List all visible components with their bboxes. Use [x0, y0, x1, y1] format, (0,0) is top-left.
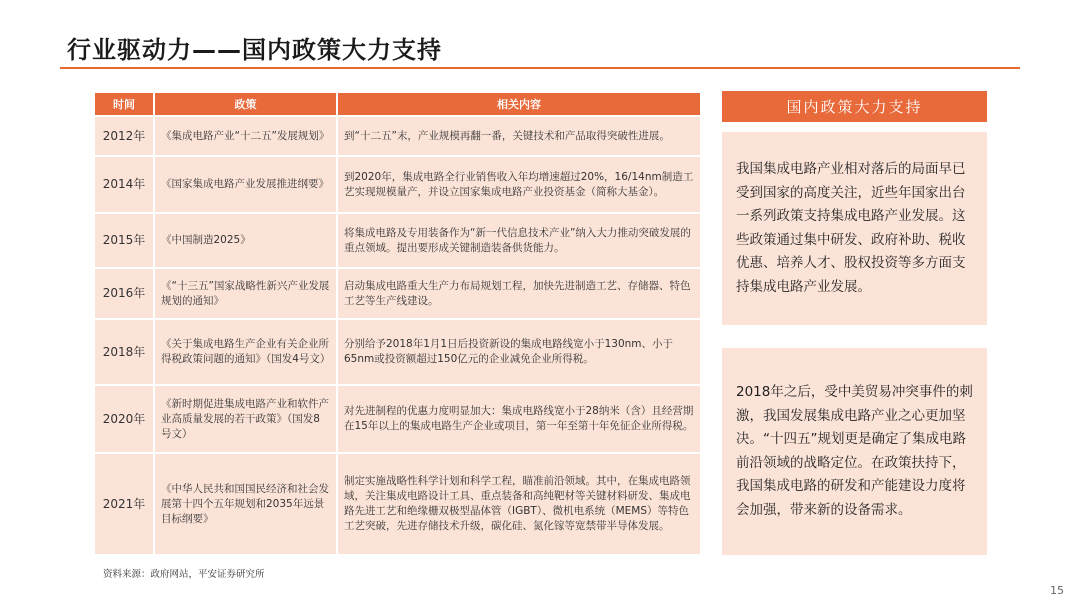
title-divider	[60, 67, 1020, 69]
table-row	[95, 454, 700, 554]
row-content: 到“十二五”末，产业规模再翻一番，关键技术和产品取得突破性进展。	[338, 117, 700, 155]
row-year: 2021年	[95, 454, 155, 554]
side-summary-box-1	[722, 132, 987, 325]
table-row	[95, 214, 700, 267]
row-policy: 《新时期促进集成电路产业和软件产业高质量发展的若干政策》（国发8号文）	[155, 386, 338, 452]
side-summary-text-2: 2018年之后，受中美贸易冲突事件的刺激，我国发展集成电路产业之心更加坚决。“十四五”规划更是确定了集成电路前沿领域的战略定位。在政策扶持下，我国集成电路的研发和产能建设力度将会加强，带来新的设备需求。	[736, 384, 973, 518]
row-year: 2014年	[95, 157, 155, 212]
row-content: 分别给予2018年1月1日后投资新设的集成电路线宽小于130nm、小于65nm或投资额超过150亿元的企业减免企业所得税。	[338, 320, 700, 384]
header-time: 时间	[95, 93, 155, 115]
table-row	[95, 320, 700, 384]
row-year: 2018年	[95, 320, 155, 384]
policy-table	[95, 91, 700, 556]
row-policy: 《中华人民共和国国民经济和社会发展第十四个五年规划和2035年远景目标纲要》	[155, 454, 338, 554]
page-title: 行业驱动力——国内政策大力支持	[67, 36, 442, 64]
row-content: 对先进制程的优惠力度明显加大：集成电路线宽小于28纳米（含）且经营期在15年以上的集成电路生产企业或项目，第一年至第十年免征企业所得税。	[338, 386, 700, 452]
source-note: 资料来源：政府网站，平安证券研究所	[103, 569, 265, 580]
row-policy: 《“十三五”国家战略性新兴产业发展规划的通知》	[155, 269, 338, 318]
row-policy: 《中国制造2025》	[155, 214, 338, 267]
side-summary-text-1: 我国集成电路产业相对落后的局面早已受到国家的高度关注，近些年国家出台一系列政策支持集成电路产业发展。这些政策通过集中研发、政府补助、税收优惠、培养人才、股权投资等多方面支持集成电路产业发展。	[736, 161, 966, 295]
table-row	[95, 386, 700, 452]
row-content: 到2020年，集成电路全行业销售收入年均增速超过20%，16/14nm制造工艺实现规模量产，并设立国家集成电路产业投资基金（简称大基金）。	[338, 157, 700, 212]
side-summary-box-2	[722, 348, 987, 555]
table-row	[95, 157, 700, 212]
side-panel-header: 国内政策大力支持	[722, 91, 987, 122]
table-row	[95, 117, 700, 155]
row-policy: 《关于集成电路生产企业有关企业所得税政策问题的通知》（国发4号文）	[155, 320, 338, 384]
row-content: 制定实施战略性科学计划和科学工程，瞄准前沿领域。其中，在集成电路领域，关注集成电路设计工具、重点装备和高纯靶材等关键材料研发、集成电路先进工艺和绝缘栅双极型晶体管（IGBT）、微机电系统（MEMS）等特色工艺突破，先进存储技术升级，碳化硅、氮化镓等宽禁带半导体发展。	[338, 454, 700, 554]
row-content: 启动集成电路重大生产力布局规划工程，加快先进制造工艺、存储器、特色工艺等生产线建设。	[338, 269, 700, 318]
row-content: 将集成电路及专用装备作为“新一代信息技术产业”纳入大力推动突破发展的重点领域。提出要形成关键制造装备供货能力。	[338, 214, 700, 267]
row-policy: 《国家集成电路产业发展推进纲要》	[155, 157, 338, 212]
page-number: 15	[1050, 584, 1064, 597]
header-content: 相关内容	[338, 93, 700, 115]
table-header-row	[95, 93, 700, 115]
table-row	[95, 269, 700, 318]
row-year: 2016年	[95, 269, 155, 318]
row-policy: 《集成电路产业“十二五”发展规划》	[155, 117, 338, 155]
row-year: 2020年	[95, 386, 155, 452]
row-year: 2015年	[95, 214, 155, 267]
header-policy: 政策	[155, 93, 338, 115]
row-year: 2012年	[95, 117, 155, 155]
